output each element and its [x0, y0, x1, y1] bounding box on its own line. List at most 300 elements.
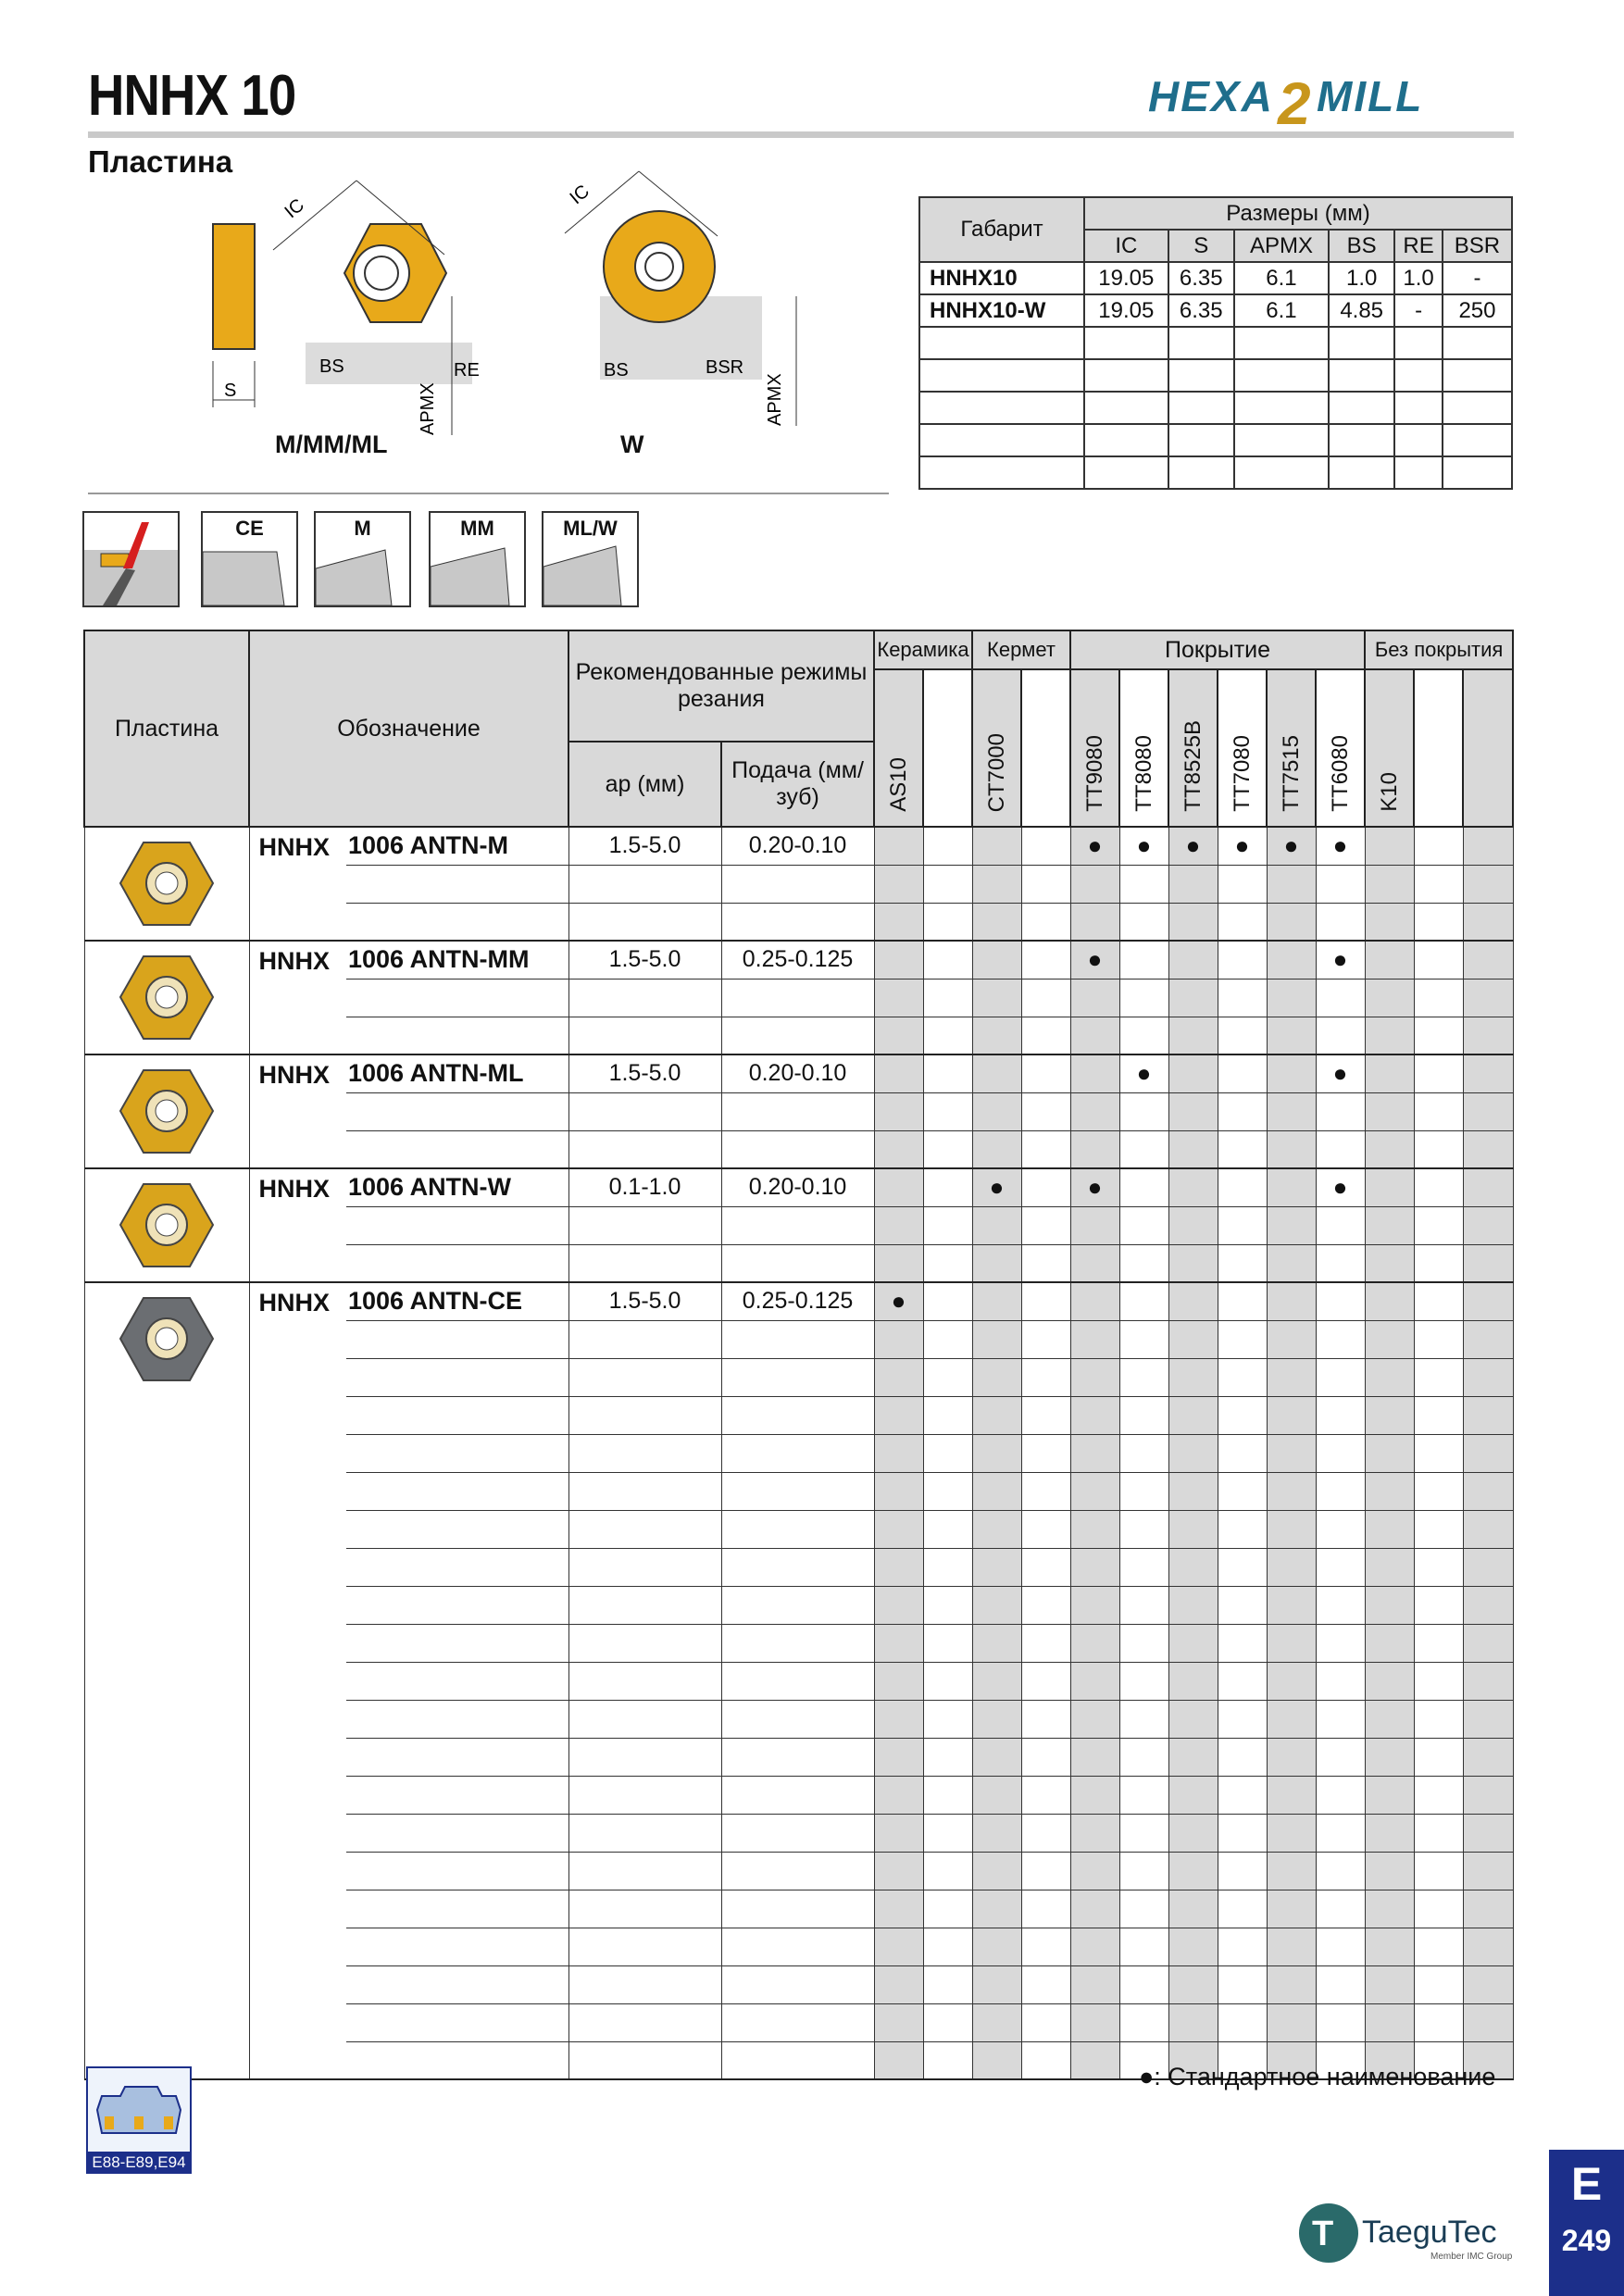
grade-cell — [1119, 1320, 1168, 1358]
grade-cell: ● — [874, 1282, 923, 1320]
grade-cell — [1463, 1244, 1513, 1282]
designation-cell — [346, 1776, 568, 1814]
grade-cell — [1463, 1548, 1513, 1586]
dim-ic-label-w: IC — [566, 181, 593, 209]
grade-cell — [874, 1472, 923, 1510]
grade-cell — [1070, 1510, 1119, 1548]
ap-cell — [568, 1624, 721, 1662]
ap-cell — [568, 1586, 721, 1624]
grade-cell — [1168, 1054, 1218, 1092]
grade-header: TT7080 — [1218, 669, 1267, 827]
grade-cell — [1267, 1396, 1316, 1434]
svg-text:2: 2 — [1278, 70, 1311, 131]
grade-cell — [1119, 941, 1168, 979]
grade-cell — [1316, 1586, 1365, 1624]
designation-cell — [346, 2041, 568, 2079]
ap-cell — [568, 865, 721, 903]
col-header-recommended: Рекомендованные режимы резания — [568, 630, 874, 742]
grade-cell — [1316, 979, 1365, 1017]
grade-cell — [1316, 1624, 1365, 1662]
grade-cell — [923, 1244, 972, 1282]
grade-cell — [1021, 1130, 1070, 1168]
grade-cell — [1365, 1776, 1414, 1814]
cutter-reference-pages[interactable]: E88-E89,E94 — [86, 2152, 192, 2174]
grade-cell — [1168, 1472, 1218, 1510]
grade-cell — [1267, 1928, 1316, 1965]
grade-cell — [1070, 1092, 1119, 1130]
grade-cell — [1267, 1852, 1316, 1890]
grade-cell — [1021, 1586, 1070, 1624]
grade-cell — [1070, 1396, 1119, 1434]
grade-cell — [1021, 1282, 1070, 1320]
grade-cell — [1168, 979, 1218, 1017]
grade-cell — [874, 1776, 923, 1814]
grade-cell — [1119, 1548, 1168, 1586]
header-rule — [88, 131, 1514, 138]
dims-cell: 6.1 — [1234, 262, 1329, 294]
dims-cell — [1234, 327, 1329, 359]
grade-cell — [1463, 979, 1513, 1017]
grade-cell — [1070, 1776, 1119, 1814]
grade-cell — [1168, 1168, 1218, 1206]
grade-cell — [1021, 1700, 1070, 1738]
feed-cell — [721, 1320, 874, 1358]
dim-s-label: S — [224, 381, 237, 401]
grade-cell — [923, 1472, 972, 1510]
table-row — [84, 1054, 1513, 1092]
designation-cell — [346, 1586, 568, 1624]
grade-cell — [1218, 1662, 1267, 1700]
grade-cell — [1070, 1662, 1119, 1700]
ap-cell — [568, 979, 721, 1017]
dims-row-name: HNHX10 — [919, 262, 1084, 294]
grade-cell — [923, 1776, 972, 1814]
designation-cell — [346, 1472, 568, 1510]
dims-cell: 6.35 — [1168, 294, 1234, 327]
grade-cell — [874, 865, 923, 903]
grade-cell — [1070, 2003, 1119, 2041]
grade-cell — [1414, 827, 1463, 865]
ap-cell — [568, 1890, 721, 1928]
dims-col-ic: IC — [1084, 230, 1168, 262]
designation-cell — [346, 1928, 568, 1965]
grade-cell — [1316, 1320, 1365, 1358]
grade-cell — [1021, 1624, 1070, 1662]
grade-cell — [1414, 1510, 1463, 1548]
grade-cell — [1267, 1776, 1316, 1814]
grade-cell — [1414, 1358, 1463, 1396]
grade-cell — [1021, 1017, 1070, 1054]
grade-cell — [923, 1092, 972, 1130]
grade-cell — [972, 1852, 1021, 1890]
grade-cell — [1119, 1890, 1168, 1928]
ap-cell — [568, 1510, 721, 1548]
dims-cell — [919, 392, 1084, 424]
designation-cell — [346, 865, 568, 903]
grade-cell — [972, 1206, 1021, 1244]
grade-cell — [1414, 1548, 1463, 1586]
grade-cell — [1463, 1814, 1513, 1852]
grade-cell — [1119, 1738, 1168, 1776]
grade-cell — [1463, 1206, 1513, 1244]
grade-cell — [972, 1396, 1021, 1434]
grade-cell — [923, 941, 972, 979]
feed-cell — [721, 979, 874, 1017]
grade-cell — [1070, 1358, 1119, 1396]
grade-cell — [1119, 1814, 1168, 1852]
dims-cell: - — [1443, 262, 1512, 294]
grade-cell — [1365, 1244, 1414, 1282]
dims-cell: 1.0 — [1394, 262, 1443, 294]
designation-cell — [346, 1358, 568, 1396]
grade-cell — [1463, 941, 1513, 979]
grade-cell — [1463, 1890, 1513, 1928]
grade-cell — [972, 1700, 1021, 1738]
grade-cell — [1021, 2003, 1070, 2041]
grade-cell — [1168, 1396, 1218, 1434]
grade-cell — [1316, 2003, 1365, 2041]
grade-cell — [874, 1320, 923, 1358]
grade-cell — [1267, 1738, 1316, 1776]
grade-cell — [972, 941, 1021, 979]
dims-cell — [1084, 424, 1168, 456]
table-row — [84, 827, 1513, 865]
designation-cell — [346, 1510, 568, 1548]
grade-cell — [1365, 1358, 1414, 1396]
grade-cell — [1463, 1092, 1513, 1130]
geometry-icon-mm — [429, 511, 526, 607]
grade-cell — [874, 1814, 923, 1852]
dims-cell — [1394, 359, 1443, 392]
insert-image — [84, 941, 249, 1054]
dim-bs-label: BS — [319, 356, 344, 377]
grade-cell — [972, 1928, 1021, 1965]
grade-cell — [1365, 1434, 1414, 1472]
grade-cell — [1070, 1320, 1119, 1358]
svg-text:T: T — [1312, 2215, 1334, 2253]
ap-cell — [568, 1852, 721, 1890]
ap-cell — [568, 1320, 721, 1358]
grade-cell — [1070, 1282, 1119, 1320]
grade-cell — [923, 827, 972, 865]
grade-cell — [1168, 1092, 1218, 1130]
grade-cell — [1119, 1472, 1168, 1510]
grade-cell — [874, 979, 923, 1017]
ap-value: 1.5-5.0 — [568, 827, 721, 865]
grade-cell — [1119, 1624, 1168, 1662]
grade-cell — [1463, 1624, 1513, 1662]
grade-cell — [1070, 1814, 1119, 1852]
designation-cell — [346, 1092, 568, 1130]
legend-note: ●: Стандартное наименование — [1139, 2063, 1496, 2090]
grade-cell — [1316, 1662, 1365, 1700]
grade-cell — [1168, 1434, 1218, 1472]
grade-cell — [1021, 903, 1070, 941]
grade-cell — [1414, 1586, 1463, 1624]
logo-name: TaeguTec — [1362, 2215, 1497, 2250]
designation-cell — [346, 1396, 568, 1434]
grade-cell — [874, 827, 923, 865]
grade-cell: ● — [1119, 1054, 1168, 1092]
feed-cell — [721, 1852, 874, 1890]
grade-cell — [1021, 1472, 1070, 1510]
grade-cell — [1316, 1282, 1365, 1320]
feed-cell — [721, 1586, 874, 1624]
dims-cell — [1329, 424, 1394, 456]
dims-cell — [1084, 392, 1168, 424]
grade-cell — [1021, 1662, 1070, 1700]
grade-header: TT6080 — [1316, 669, 1365, 827]
ap-cell — [568, 1206, 721, 1244]
dims-col-apmx: APMX — [1234, 230, 1329, 262]
grade-cell — [1168, 1586, 1218, 1624]
grade-cell — [1316, 1396, 1365, 1434]
dims-empty-row — [919, 392, 1512, 424]
dims-cell — [1084, 327, 1168, 359]
grade-cell — [1463, 1434, 1513, 1472]
dims-cell — [1443, 456, 1512, 489]
grade-cell — [1070, 865, 1119, 903]
grade-cell — [923, 1738, 972, 1776]
grade-cell — [1070, 1965, 1119, 2003]
grade-cell — [1414, 1662, 1463, 1700]
grade-cell — [1365, 1662, 1414, 1700]
grade-cell — [1316, 1130, 1365, 1168]
grade-cell — [1070, 1434, 1119, 1472]
grade-cell — [1267, 1320, 1316, 1358]
dims-col-bs: BS — [1329, 230, 1394, 262]
grade-cell — [1414, 1168, 1463, 1206]
dims-cell — [919, 456, 1084, 489]
grade-cell — [972, 1814, 1021, 1852]
grade-cell — [1316, 1548, 1365, 1586]
grade-cell — [1267, 1206, 1316, 1244]
grade-cell — [972, 903, 1021, 941]
grade-cell — [874, 1130, 923, 1168]
dims-cell — [1234, 424, 1329, 456]
grade-cell — [1365, 1814, 1414, 1852]
drawing-label-mmml: M/MM/ML — [275, 430, 388, 458]
dims-cell: 4.85 — [1329, 294, 1394, 327]
grade-cell — [1119, 1396, 1168, 1434]
dims-cell — [1329, 327, 1394, 359]
col-header-feed: Подача (мм/зуб) — [721, 742, 874, 827]
grade-cell — [1463, 827, 1513, 865]
grade-cell — [1267, 979, 1316, 1017]
grade-cell — [1119, 903, 1168, 941]
grade-cell — [1365, 941, 1414, 979]
grade-cell — [1070, 1852, 1119, 1890]
dims-cell — [1084, 359, 1168, 392]
grade-cell — [1218, 1396, 1267, 1434]
feed-value: 0.25-0.125 — [721, 1282, 874, 1320]
dims-row — [919, 294, 1512, 327]
page-title: HNHX 10 — [88, 64, 296, 128]
grade-cell — [1119, 1510, 1168, 1548]
grade-cell — [1119, 979, 1168, 1017]
feed-cell — [721, 1206, 874, 1244]
grade-cell — [1316, 1776, 1365, 1814]
section-letter: E — [1570, 2158, 1603, 2210]
grade-cell — [1414, 1396, 1463, 1434]
grade-cell — [1414, 1776, 1463, 1814]
grade-cell — [972, 1548, 1021, 1586]
svg-text:HEXA: HEXA — [1148, 72, 1274, 120]
geometry-label-m: M — [354, 517, 371, 540]
grade-cell — [1168, 2003, 1218, 2041]
grade-cell — [1414, 1244, 1463, 1282]
grade-cell — [1463, 1017, 1513, 1054]
insert-image — [84, 1054, 249, 1168]
grade-cell — [1463, 865, 1513, 903]
grade-cell — [1218, 979, 1267, 1017]
grade-cell — [1021, 1206, 1070, 1244]
ap-cell — [568, 1396, 721, 1434]
designation-cell — [346, 1017, 568, 1054]
hexa2mill-logo — [1148, 67, 1518, 131]
grade-header: TT8080 — [1119, 669, 1168, 827]
grade-cell — [1021, 1054, 1070, 1092]
grade-cell — [1119, 1358, 1168, 1396]
grade-cell — [1414, 1472, 1463, 1510]
designation-cell — [346, 1206, 568, 1244]
grade-cell — [923, 979, 972, 1017]
insert-drawings — [185, 157, 889, 463]
grade-cell — [1218, 941, 1267, 979]
grade-cell — [1168, 1320, 1218, 1358]
grade-cell — [1463, 1776, 1513, 1814]
dims-col-bsr: BSR — [1443, 230, 1512, 262]
ap-cell — [568, 1130, 721, 1168]
grade-cell — [1414, 2003, 1463, 2041]
designation-prefix: HNHX — [249, 1168, 346, 1282]
grade-cell — [1316, 1434, 1365, 1472]
grade-cell — [1021, 1396, 1070, 1434]
grade-cell — [1119, 1092, 1168, 1130]
grade-cell — [1218, 1017, 1267, 1054]
drawing-label-w: W — [620, 430, 644, 458]
grade-cell — [1316, 1890, 1365, 1928]
grade-cell — [1070, 1586, 1119, 1624]
ap-cell — [568, 1017, 721, 1054]
grade-cell — [1316, 1206, 1365, 1244]
grade-cell — [1168, 1662, 1218, 1700]
grade-cell — [1267, 1472, 1316, 1510]
grade-cell — [874, 903, 923, 941]
grade-cell — [1119, 1168, 1168, 1206]
grade-cell — [1168, 865, 1218, 903]
grade-cell — [1316, 1852, 1365, 1890]
feed-cell — [721, 1928, 874, 1965]
grade-cell — [1365, 1206, 1414, 1244]
ap-cell — [568, 1776, 721, 1814]
grade-header: TT9080 — [1070, 669, 1119, 827]
grade-cell — [1119, 1017, 1168, 1054]
dims-cell — [1394, 456, 1443, 489]
grade-cell — [1463, 1472, 1513, 1510]
grade-cell — [1119, 1965, 1168, 2003]
designation-prefix: HNHX — [249, 1282, 346, 2079]
grade-cell — [1119, 1586, 1168, 1624]
col-header-coated: Покрытие — [1070, 630, 1365, 669]
grade-cell — [1463, 1130, 1513, 1168]
grade-cell — [1168, 941, 1218, 979]
designation-code: 1006 ANTN-MM — [346, 941, 568, 979]
grade-cell — [1168, 1130, 1218, 1168]
ap-cell — [568, 1700, 721, 1738]
grade-cell — [923, 1168, 972, 1206]
grade-cell: ● — [1119, 827, 1168, 865]
ap-value: 0.1-1.0 — [568, 1168, 721, 1206]
grade-cell — [1414, 1738, 1463, 1776]
dims-empty-row — [919, 327, 1512, 359]
grade-header: CT7000 — [972, 669, 1021, 827]
grade-cell — [1414, 1700, 1463, 1738]
grade-cell — [972, 2041, 1021, 2079]
feed-cell — [721, 1017, 874, 1054]
grade-cell — [1463, 1358, 1513, 1396]
dims-size-header: Габарит — [919, 197, 1084, 262]
dims-cell — [1168, 424, 1234, 456]
grade-cell — [1021, 1320, 1070, 1358]
grade-cell — [923, 1510, 972, 1548]
grade-cell — [1168, 1282, 1218, 1320]
grade-cell — [1267, 1244, 1316, 1282]
grade-cell — [1070, 1548, 1119, 1586]
designation-cell — [346, 1130, 568, 1168]
grade-cell — [1463, 1965, 1513, 2003]
feed-cell — [721, 1700, 874, 1738]
grade-cell — [1168, 1738, 1218, 1776]
grade-cell — [874, 2003, 923, 2041]
grade-cell — [1267, 1434, 1316, 1472]
grade-cell — [1316, 1017, 1365, 1054]
grade-cell — [874, 1852, 923, 1890]
dim-apmx-label: APMX — [418, 382, 438, 435]
grade-cell: ● — [1316, 1168, 1365, 1206]
grade-cell — [1365, 865, 1414, 903]
grade-cell — [1267, 865, 1316, 903]
grade-cell — [1414, 1320, 1463, 1358]
grade-cell: ● — [1316, 827, 1365, 865]
grade-cell — [1218, 1168, 1267, 1206]
grade-cell — [1168, 1017, 1218, 1054]
grade-cell — [1218, 1965, 1267, 2003]
ap-cell — [568, 1244, 721, 1282]
grade-cell — [972, 2003, 1021, 2041]
dims-cell — [1329, 392, 1394, 424]
grade-cell — [874, 1624, 923, 1662]
dims-cell — [1168, 359, 1234, 392]
feed-cell — [721, 1738, 874, 1776]
grade-cell — [972, 1092, 1021, 1130]
grade-cell — [972, 827, 1021, 865]
grade-cell — [1070, 1472, 1119, 1510]
drawings-rule — [88, 493, 889, 494]
grade-cell — [972, 1130, 1021, 1168]
grade-cell — [1267, 1054, 1316, 1092]
grade-cell — [1021, 1510, 1070, 1548]
grade-cell — [1021, 1738, 1070, 1776]
designation-cell — [346, 1890, 568, 1928]
grade-cell — [1365, 1017, 1414, 1054]
grade-cell: ● — [972, 1168, 1021, 1206]
grade-cell — [874, 1434, 923, 1472]
dim-re-label: RE — [454, 360, 480, 381]
grade-cell — [1021, 1965, 1070, 2003]
table-row — [84, 1168, 1513, 1206]
grade-cell — [1365, 1396, 1414, 1434]
